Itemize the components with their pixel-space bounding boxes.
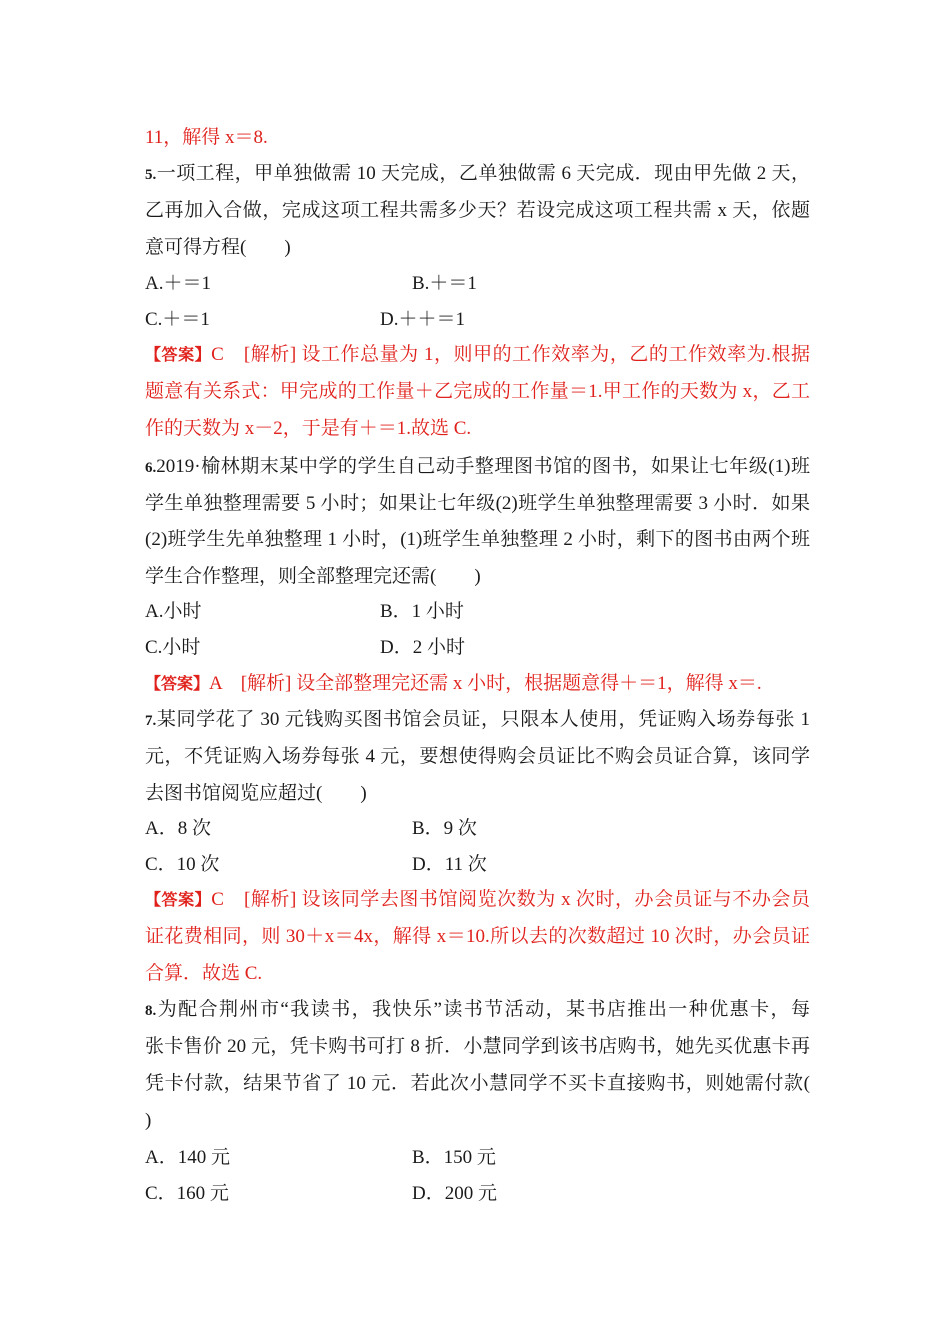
question-7-line-3: 去图书馆阅览应超过( ) xyxy=(145,783,367,804)
option-a: A.小时 xyxy=(145,601,202,622)
option-b: B.＋＝1 xyxy=(412,273,477,294)
answer-5-line-2: 题意有关系式：甲完成的工作量＋乙完成的工作量＝1.甲工作的天数为 x，乙工 xyxy=(145,381,810,402)
question-7-line-1: 7.某同学花了 30 元钱购买图书馆会员证，只限本人使用，凭证购入场券每张 1 xyxy=(145,709,810,730)
question-8-line-2: 张卡售价 20 元，凭卡购书可打 8 折．小慧同学到该书店购书，她先买优惠卡再 xyxy=(145,1036,810,1057)
answer-tag: 【答案】 xyxy=(145,676,210,693)
option-d: D.＋＋＝1 xyxy=(380,309,465,330)
question-8-line-1: 8.为配合荆州市“我读书，我快乐”读书节活动，某书店推出一种优惠卡，每 xyxy=(145,999,810,1020)
question-6-line-4: 学生合作整理，则全部整理完还需( ) xyxy=(145,566,481,587)
answer-7-line-2: 证花费相同，则 30＋x＝4x，解得 x＝10.所以去的次数超过 10 次时，办会员证 xyxy=(145,926,810,947)
question-6-line-1: 6.2019·榆林期末某中学的学生自己动手整理图书馆的图书，如果让七年级(1)班 xyxy=(145,456,810,477)
option-c: C．160 元 xyxy=(145,1183,229,1204)
answer-5-line-3: 作的天数为 x－2，于是有＋＝1.故选 C. xyxy=(145,418,472,439)
question-8-line-4: ) xyxy=(145,1110,152,1131)
option-d: D．2 小时 xyxy=(380,637,465,658)
question-5-line-3: 意可得方程( ) xyxy=(145,237,291,258)
option-c: C.＋＝1 xyxy=(145,309,210,330)
answer-6-line-1: 【答案】A [解析] 设全部整理完还需 x 小时，根据题意得＋＝1，解得 x＝. xyxy=(145,673,762,694)
answer-7-line-1: 【答案】C [解析] 设该同学去图书馆阅览次数为 x 次时，办会员证与不办会员 xyxy=(145,889,810,910)
question-number: 6. xyxy=(145,460,157,476)
answer-tag: 【答案】 xyxy=(145,892,212,909)
question-5-line-1: 5.一项工程，甲单独做需 10 天完成，乙单独做需 6 天完成．现由甲先做 2 天， xyxy=(145,163,810,184)
question-number: 5. xyxy=(145,167,157,183)
answer-7-line-3: 合算．故选 C. xyxy=(145,963,263,984)
answer-5-line-1: 【答案】C [解析] 设工作总量为 1，则甲的工作效率为，乙的工作效率为.根据 xyxy=(145,344,810,365)
option-b: B．1 小时 xyxy=(380,601,464,622)
option-d: D．11 次 xyxy=(412,854,487,875)
question-number: 8. xyxy=(145,1003,157,1019)
answer-tag: 【答案】 xyxy=(145,347,212,364)
option-a: A．140 元 xyxy=(145,1147,230,1168)
option-b: B．9 次 xyxy=(412,818,477,839)
previous-answer-tail: 11，解得 x＝8. xyxy=(145,127,268,148)
option-a: A.＋＝1 xyxy=(145,273,211,294)
question-7-line-2: 元，不凭证购入场券每张 4 元，要想使得购会员证比不购会员证合算，该同学 xyxy=(145,746,810,767)
question-number: 7. xyxy=(145,713,157,729)
question-6-line-3: (2)班学生先单独整理 1 小时，(1)班学生单独整理 2 小时，剩下的图书由两个班 xyxy=(145,529,810,550)
option-a: A．8 次 xyxy=(145,818,211,839)
question-5-line-2: 乙再加入合做，完成这项工程共需多少天？若设完成这项工程共需 x 天，依题 xyxy=(145,200,810,221)
question-6-line-2: 学生单独整理需要 5 小时；如果让七年级(2)班学生单独整理需要 3 小时．如果 xyxy=(145,493,810,514)
option-c: C.小时 xyxy=(145,637,201,658)
option-c: C．10 次 xyxy=(145,854,220,875)
option-b: B．150 元 xyxy=(412,1147,496,1168)
question-8-line-3: 凭卡付款，结果节省了 10 元．若此次小慧同学不买卡直接购书，则她需付款( xyxy=(145,1073,810,1094)
option-d: D．200 元 xyxy=(412,1183,497,1204)
